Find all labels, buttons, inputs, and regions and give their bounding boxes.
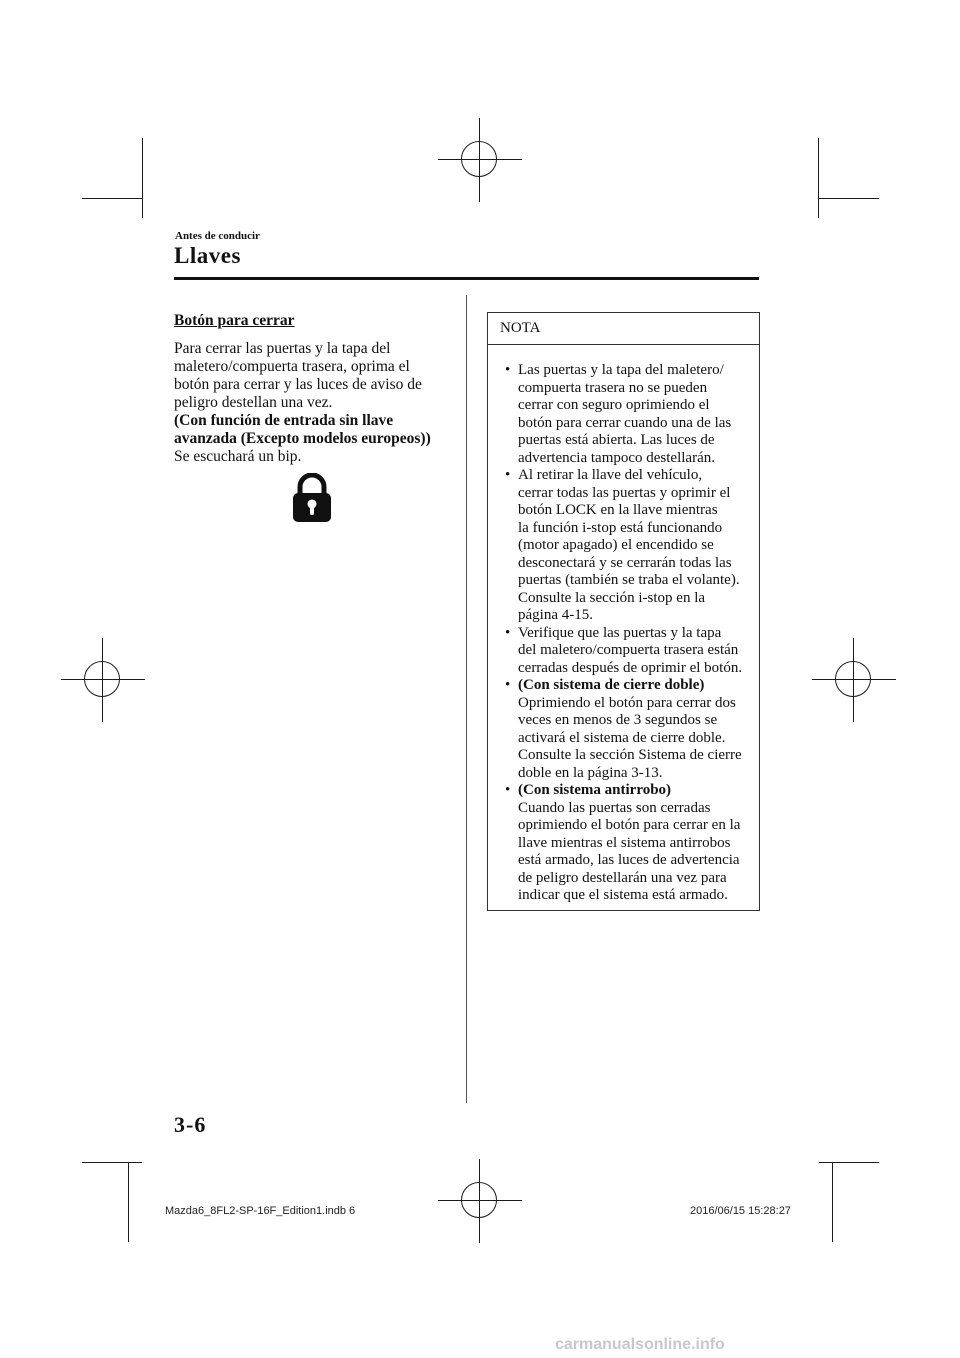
registration-mark-right	[812, 638, 896, 722]
footer-timestamp: 2016/06/15 15:28:27	[690, 1205, 791, 1217]
paragraph-line: peligro destellan una vez.	[174, 394, 333, 411]
note-item-line: desconectará y se cerrarán todas las	[518, 554, 732, 571]
note-item-line: Al retirar la llave del vehículo,	[518, 467, 703, 483]
lock-icon	[292, 473, 332, 522]
note-item-line: de peligro destellarán una vez para	[518, 869, 727, 886]
note-item-line: del maletero/compuerta trasera están	[518, 642, 739, 658]
note-item-line: está armado, las luces de advertencia	[518, 852, 740, 868]
note-item-line: llave mientras el sistema antirrobos	[518, 834, 731, 851]
note-item-line: la función i-stop está funcionando	[518, 519, 723, 536]
note-item	[502, 467, 760, 625]
note-item-line: Oprimiendo el botón para cerrar dos	[518, 694, 736, 711]
note-item-line: advertencia tampoco destellarán.	[518, 449, 715, 466]
condition-text: Se escuchará un bip.	[174, 448, 302, 465]
note-item	[502, 625, 760, 678]
note-title: NOTA	[500, 320, 541, 336]
note-item-line: doble en la página 3-13.	[518, 764, 663, 781]
section-label: Antes de conducir	[175, 230, 260, 242]
note-item-line: botón LOCK en la llave mientras	[518, 502, 718, 518]
note-list	[502, 362, 760, 905]
note-item-line: cerradas después de oprimir el botón.	[518, 659, 743, 676]
note-item-line: veces en menos de 3 segundos se	[518, 712, 718, 728]
bullet-icon: •	[505, 677, 511, 693]
registration-mark-left	[61, 638, 145, 722]
note-item-line: página 4-15.	[518, 607, 593, 623]
bullet-icon: •	[505, 782, 511, 798]
note-item	[502, 782, 760, 905]
note-item-line: cerrar con seguro oprimiendo el	[518, 397, 710, 413]
note-item-heading: (Con sistema antirrobo)	[518, 782, 672, 798]
note-item-line: Consulte la sección i-stop en la	[518, 589, 706, 606]
paragraph	[174, 340, 449, 466]
note-item	[502, 677, 760, 782]
note-item-line: oprimiendo el botón para cerrar en la	[518, 817, 741, 833]
note-header	[488, 313, 759, 345]
title-rule	[174, 277, 759, 280]
note-item-line: botón para cerrar cuando una de las	[518, 414, 732, 431]
note-item-line: compuerta trasera no se pueden	[518, 379, 708, 396]
condition-line: avanzada (Excepto modelos europeos))	[174, 430, 431, 447]
note-box	[487, 312, 760, 911]
registration-mark-bottom	[438, 1159, 522, 1243]
note-item-line: activará el sistema de cierre doble.	[518, 729, 726, 746]
note-item-line: (motor apagado) el encendido se	[518, 537, 714, 553]
note-item-line: Las puertas y la tapa del maletero/	[518, 362, 724, 378]
note-item	[502, 362, 760, 467]
paragraph-line: botón para cerrar y las luces de aviso de	[174, 376, 422, 393]
section-title: Llaves	[174, 243, 241, 268]
note-item-line: Consulte la sección Sistema de cierre	[518, 747, 742, 763]
note-item-line: indicar que el sistema está armado.	[518, 887, 728, 903]
left-column	[174, 312, 449, 466]
footer-file-info: Mazda6_8FL2-SP-16F_Edition1.indb 6	[165, 1205, 356, 1217]
note-item-heading: (Con sistema de cierre doble)	[518, 677, 705, 693]
condition-line: (Con función de entrada sin llave	[174, 412, 394, 429]
bullet-icon: •	[505, 467, 511, 483]
note-item-line: puertas está abierta. Las luces de	[518, 432, 715, 448]
paragraph-line: maletero/compuerta trasera, oprima el	[174, 358, 410, 375]
note-item-line: Verifique que las puertas y la tapa	[518, 624, 722, 641]
bullet-icon: •	[505, 362, 511, 378]
paragraph-line: Para cerrar las puertas y la tapa del	[174, 340, 391, 357]
column-divider	[466, 295, 467, 1103]
watermark: carmanualsonline.info	[555, 1336, 725, 1353]
registration-mark-top	[438, 118, 522, 202]
subheading: Botón para cerrar	[174, 312, 295, 329]
bullet-icon: •	[505, 624, 511, 641]
note-item-line: cerrar todas las puertas y oprimir el	[518, 484, 731, 501]
page-number: 3-6	[174, 1112, 207, 1137]
note-item-line: puertas (también se traba el volante).	[518, 572, 740, 588]
note-item-line: Cuando las puertas son cerradas	[518, 799, 711, 816]
